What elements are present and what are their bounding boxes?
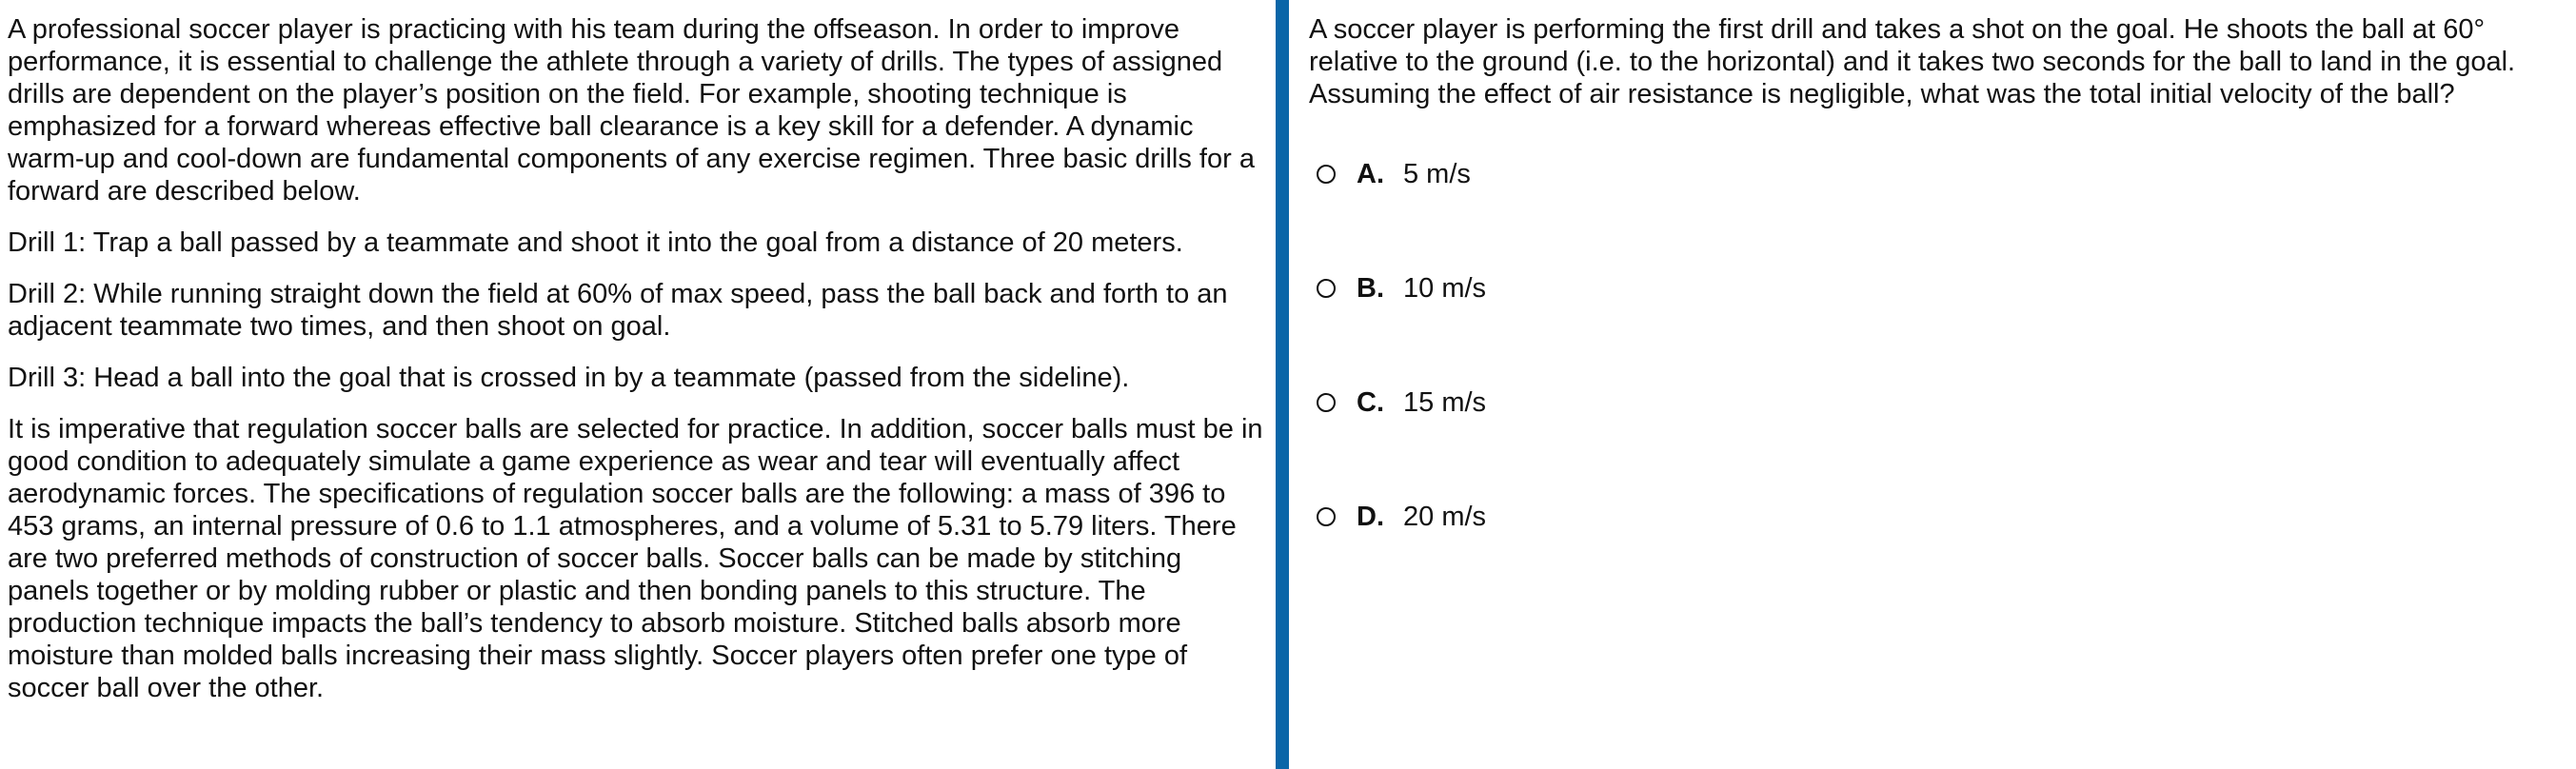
- choice-text: 10 m/s: [1403, 273, 1487, 304]
- answer-choice-c[interactable]: [1309, 386, 2570, 419]
- choice-letter: B.: [1357, 273, 1384, 304]
- answer-choice-b[interactable]: [1309, 272, 2570, 305]
- radio-button-icon[interactable]: [1317, 279, 1336, 298]
- pane-divider[interactable]: [1276, 0, 1289, 769]
- answer-choices: [1309, 158, 2570, 533]
- radio-button-icon[interactable]: [1317, 393, 1336, 412]
- passage-pane: [8, 13, 1264, 765]
- choice-text: 5 m/s: [1403, 159, 1471, 189]
- choice-text: 15 m/s: [1403, 387, 1487, 418]
- passage-paragraph-specifications: It is imperative that regulation soccer balls are selected for practice. In addition, soccer balls must be in good condition to adequately simulate a game experience as wear and tear will eventually affect aerodynamic forces. The specifications of regulation soccer balls are the following: a mass of 396 to 453 grams, an internal pressure of 0.6 to 1.1 atmospheres, and a volume of 5.31 to 5.79 liters. There are two preferred methods of construction of soccer balls. Soccer balls can be made by stitching panels together or by molding rubber or plastic and then bonding panels to this structure. The production technique impacts the ball’s tendency to absorb moisture. Stitched balls absorb more moisture than molded balls increasing their mass slightly. Soccer players often prefer one type of soccer ball over the other.: [8, 414, 1263, 703]
- radio-button-icon[interactable]: [1317, 165, 1336, 184]
- passage-paragraph-drill-3: Drill 3: Head a ball into the goal that is crossed in by a teammate (passed from the sideline).: [8, 363, 1130, 393]
- answer-choice-a[interactable]: [1309, 158, 2570, 190]
- passage-paragraph-drill-2: Drill 2: While running straight down the field at 60% of max speed, pass the ball back and forth to an adjacent teammate two times, and then shoot on goal.: [8, 279, 1228, 342]
- question-stem: A soccer player is performing the first drill and takes a shot on the goal. He shoots the ball at 60° relative to the ground (i.e. to the horizontal) and it takes two seconds for the ball to land in the goal. Assuming the effect of air resistance is negligible, what was the total initial velocity of the ball?: [1309, 14, 2516, 109]
- radio-button-icon[interactable]: [1317, 507, 1336, 526]
- passage-paragraph-drill-1: Drill 1: Trap a ball passed by a teammate and shoot it into the goal from a distance of 20 meters.: [8, 227, 1183, 258]
- choice-letter: A.: [1357, 159, 1384, 189]
- choice-text: 20 m/s: [1403, 502, 1487, 532]
- passage-paragraph-intro: A professional soccer player is practicing with his team during the offseason. In order to improve performance, it is essential to challenge the athlete through a variety of drills. The types of assigned drills are dependent on the player’s position on the field. For example, shooting technique is emphasized for a forward whereas effective ball clearance is a key skill for a defender. A dynamic warm-up and cool-down are fundamental components of any exercise regimen. Three basic drills for a forward are described below.: [8, 14, 1255, 207]
- choice-letter: D.: [1357, 502, 1384, 532]
- answer-choice-d[interactable]: [1309, 501, 2570, 533]
- question-pane: [1309, 13, 2570, 615]
- choice-letter: C.: [1357, 387, 1384, 418]
